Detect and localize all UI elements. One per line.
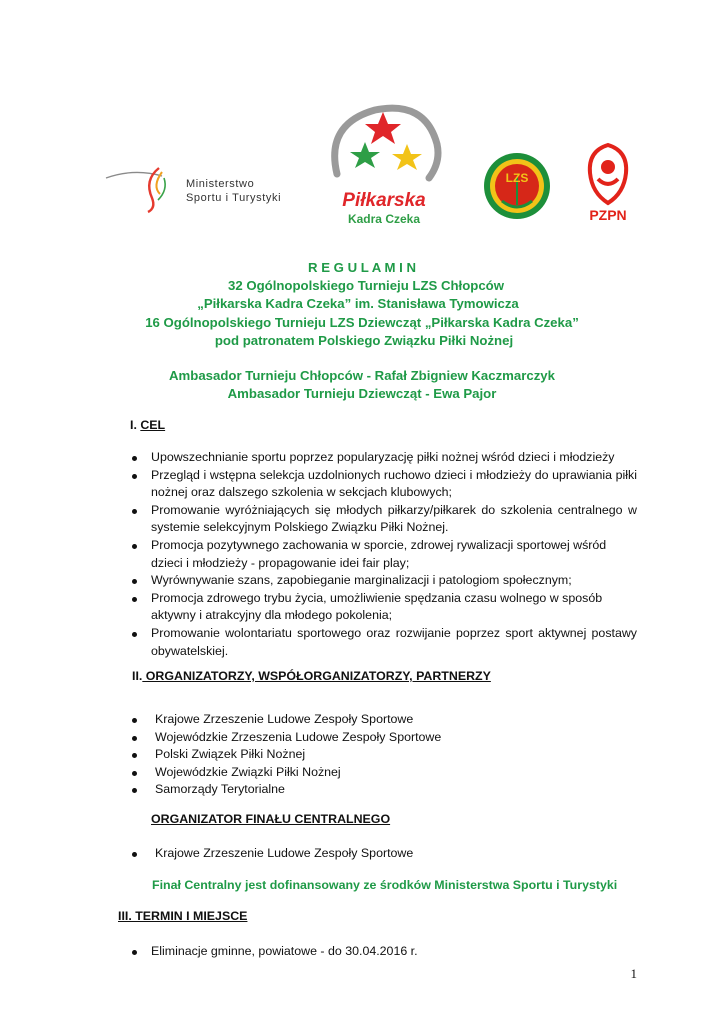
- list-item: Przegląd i wstępna selekcja uzdolnionych ruchowo dzieci i młodzieży do uprawiania piłki nożnej oraz dalszego szkolenia w sekcjach klubowych;: [132, 467, 637, 502]
- list-item-text: Polski Związek Piłki Nożnej: [155, 747, 306, 762]
- pkc-name-line2: Kadra Czeka: [347, 212, 421, 226]
- pilkarska-kadra-czeka-logo: [325, 104, 443, 226]
- tournament-boys-line: 32 Ogólnopolskiego Turnieju LZS Chłopców: [228, 278, 504, 293]
- central-final-organizer-list: [132, 845, 602, 863]
- list-item: Promowanie wolontariatu sportowego oraz rozwijanie poprzez sport aktywnej postawy obywatelskiej.: [132, 625, 637, 660]
- ministry-logo: [104, 164, 294, 214]
- patronage-line: pod patronatem Polskiego Związku Piłki Nożnej: [214, 333, 514, 348]
- list-item: [132, 711, 602, 729]
- ambassador-boys-line: Ambasador Turnieju Chłopców - Rafał Zbigniew Kaczmarczyk: [169, 368, 555, 383]
- ambassador-girls-line: Ambasador Turnieju Dziewcząt - Ewa Pajor: [227, 386, 497, 401]
- central-final-organizer-heading: ORGANIZATOR FINAŁU CENTRALNEGO: [151, 812, 391, 826]
- pzpn-eagle-icon: [578, 141, 638, 207]
- list-item-text: Krajowe Zrzeszenie Ludowe Zespoły Sportowe: [155, 846, 414, 860]
- list-item-text: Samorządy Terytorialne: [155, 782, 285, 797]
- list-item-text: Wojewódzkie Zrzeszenia Ludowe Zespoły Sportowe: [155, 729, 442, 744]
- section-2-heading: [132, 669, 491, 683]
- section-3-list: [132, 943, 602, 961]
- list-item: [132, 729, 602, 747]
- list-item: [132, 845, 602, 863]
- list-item: [132, 746, 602, 764]
- ministry-emblem-icon: [104, 164, 179, 214]
- section-2-list: [132, 711, 602, 799]
- list-item: Wyrównywanie szans, zapobieganie marginalizacji i patologiom społecznym;: [132, 572, 637, 590]
- pkc-name-line1: Piłkarska: [342, 190, 426, 211]
- list-item: Promocja zdrowego trybu życia, umożliwienie spędzania czasu wolnego w sposób aktywny i atrakcyjny dla młodego pokolenia;: [132, 590, 637, 625]
- section-1-prefix: I.: [130, 418, 141, 432]
- lzs-emblem-icon: [482, 151, 552, 221]
- list-item: Upowszechnianie sportu poprzez popularyzację piłki nożnej wśród dzieci i młodzieży: [132, 449, 637, 467]
- list-item-text: Krajowe Zrzeszenie Ludowe Zespoły Sportowe: [155, 712, 414, 726]
- ministry-name-line1: Ministerstwo: [186, 178, 255, 190]
- page-number: 1: [630, 966, 637, 981]
- lzs-label: LZS: [505, 171, 529, 185]
- list-item: Eliminacje gminne, powiatowe - do 30.04.2016 r.: [132, 943, 602, 961]
- section-2-title: ORGANIZATORZY, WSPÓŁORGANIZATORZY, PARTNERZY: [142, 669, 491, 683]
- tournament-name-line: „Piłkarska Kadra Czeka” im. Stanisława Tymowicza: [197, 296, 519, 311]
- section-1-list: [132, 449, 637, 660]
- list-item-text: Wojewódzkie Związki Piłki Nożnej: [155, 764, 341, 779]
- section-1-title: CEL: [140, 418, 166, 432]
- list-item: Promocja pozytywnego zachowania w sporcie, zdrowej rywalizacji sportowej wśród dzieci i młodzieży - propagowanie idei fair play;: [132, 537, 637, 572]
- funding-note: Finał Centralny jest dofinansowany ze środków Ministerstwa Sportu i Turystyki: [152, 878, 618, 892]
- document-title: R E G U L A M I N: [308, 260, 416, 275]
- list-item: Promowanie wyróżniających się młodych piłkarzy/piłkarek do szkolenia centralnego w systemie selekcyjnym Polskiego Związku Piłki Nożnej.: [132, 502, 637, 537]
- list-item: [132, 781, 602, 799]
- pzpn-logo: [578, 141, 638, 229]
- section-3-heading: III. TERMIN I MIEJSCE: [118, 909, 248, 923]
- list-item: [132, 764, 602, 782]
- pzpn-label: PZPN: [589, 207, 627, 223]
- lzs-logo: [482, 151, 552, 221]
- tournament-girls-line: 16 Ogólnopolskiego Turnieju LZS Dziewcząt „Piłkarska Kadra Czeka”: [145, 315, 579, 330]
- star-ball-icon: [325, 104, 443, 194]
- section-2-prefix: II.: [132, 669, 143, 683]
- section-1-heading: [130, 418, 165, 432]
- ministry-name-line2: Sportu i Turystyki: [186, 192, 282, 204]
